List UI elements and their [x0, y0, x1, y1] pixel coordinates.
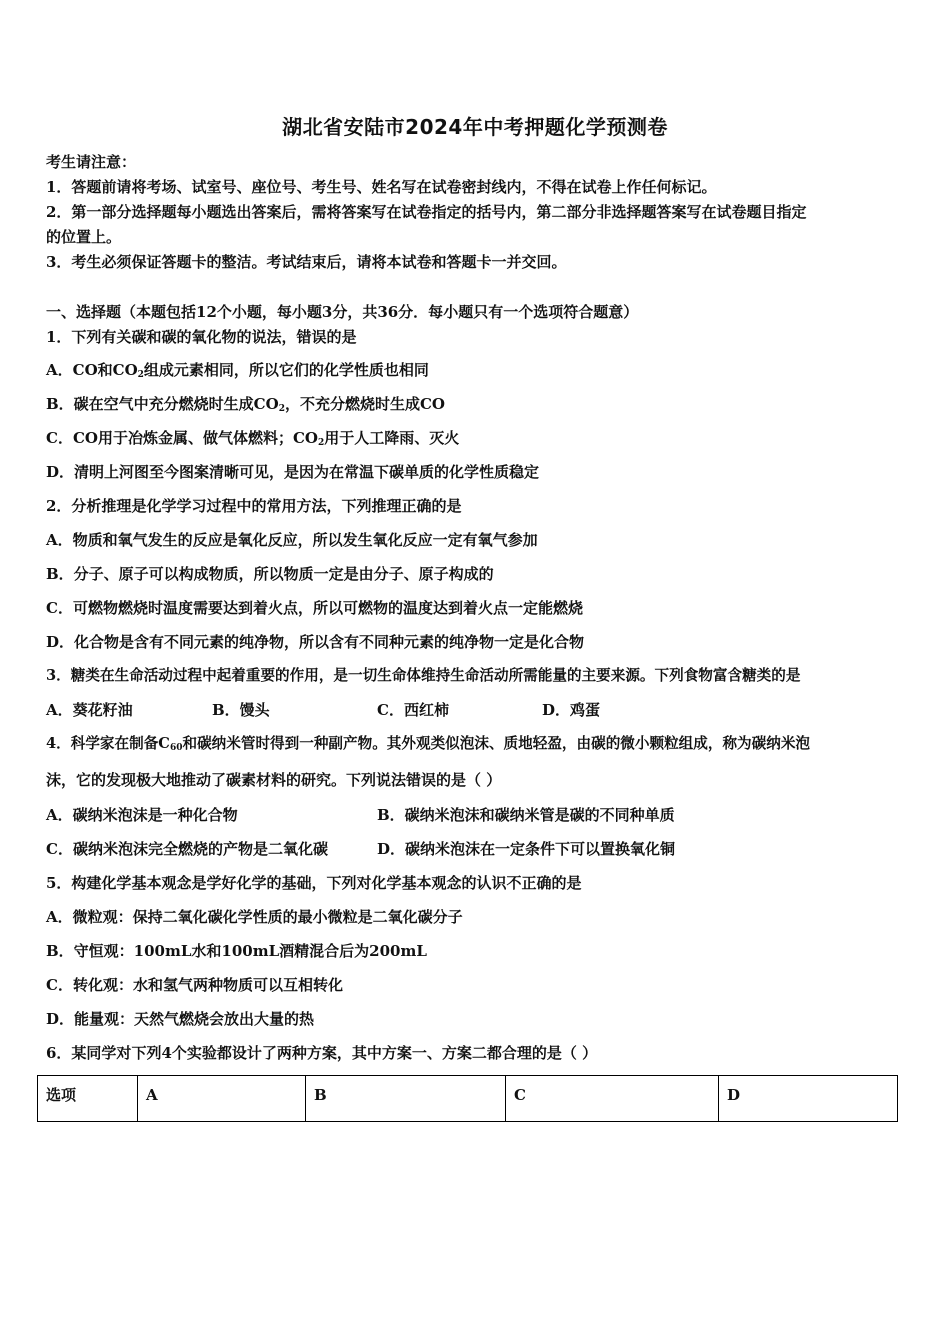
table-header-cell: A — [138, 1076, 306, 1122]
question-1-stem: 1．下列有关碳和碳的氧化物的说法，错误的是 — [46, 328, 357, 346]
question-6-table — [37, 1075, 898, 1122]
subscript: 2 — [137, 370, 144, 380]
table-header-cell: 选项 — [38, 1076, 138, 1122]
question-5-option-c: C．转化观：水和氢气两种物质可以互相转化 — [46, 976, 343, 994]
section-heading: 一、选择题（本题包括12个小题，每小题3分，共36分．每小题只有一个选项符合题意） — [46, 303, 639, 321]
table-header-cell: C — [506, 1076, 719, 1122]
text: 用于人工降雨、灭火 — [324, 429, 460, 447]
question-5-option-b: B．守恒观：100mL水和100mL酒精混合后为200mL — [46, 942, 427, 960]
question-2-option-b: B．分子、原子可以构成物质，所以物质一定是由分子、原子构成的 — [46, 565, 494, 583]
subscript: 60 — [169, 743, 183, 753]
question-4-stem — [46, 734, 810, 758]
subscript: 2 — [317, 438, 325, 448]
notice-item: 2．第一部分选择题每小题选出答案后，需将答案写在试卷指定的括号内，第二部分非选择题答案写在试卷题目指定 — [46, 203, 807, 221]
text: 组成元素相同，所以它们的化学性质也相同 — [143, 361, 429, 379]
question-1-option-a — [46, 360, 429, 385]
question-4-option-a: A．碳纳米泡沫是一种化合物 — [46, 806, 238, 824]
page-title: 湖北省安陆市2024年中考押题化学预测卷 — [282, 115, 668, 139]
question-3-option-d: D．鸡蛋 — [542, 701, 601, 719]
question-3-option-b: B．馒头 — [212, 701, 270, 719]
question-5-option-d: D．能量观：天然气燃烧会放出大量的热 — [46, 1010, 315, 1028]
notice-heading: 考生请注意： — [46, 153, 137, 171]
question-2-option-a: A．物质和氧气发生的反应是氧化反应，所以发生氧化反应一定有氧气参加 — [46, 531, 538, 549]
table-row — [38, 1076, 898, 1122]
text: ，不充分燃烧时生成CO — [284, 395, 445, 413]
question-2-option-d: D．化合物是含有不同元素的纯净物，所以含有不同种元素的纯净物一定是化合物 — [46, 633, 585, 651]
table-header-cell: D — [719, 1076, 898, 1122]
text: A．CO和CO — [46, 361, 138, 379]
text: B．碳在空气中充分燃烧时生成CO — [46, 395, 279, 413]
notice-item: 3．考生必须保证答题卡的整洁。考试结束后，请将本试卷和答题卡一并交回。 — [46, 253, 567, 271]
question-3-option-a: A．葵花籽油 — [46, 701, 133, 719]
question-4-option-c: C．碳纳米泡沫完全燃烧的产物是二氧化碳 — [46, 840, 328, 858]
text: 和碳纳米管时得到一种副产物。其外观类似泡沫、质地轻盈，由碳的微小颗粒组成，称为碳纳米泡 — [182, 735, 811, 752]
question-6-stem: 6．某同学对下列4个实验都设计了两种方案，其中方案一、方案二都合理的是（ ） — [46, 1044, 598, 1062]
text: C．CO用于冶炼金属、做气体燃料；CO — [46, 429, 318, 447]
notice-item: 的位置上。 — [46, 228, 122, 246]
question-4-stem-cont: 沫，它的发现极大地推动了碳素材料的研究。下列说法错误的是（ ） — [46, 771, 502, 789]
subscript: 2 — [278, 404, 285, 414]
question-1-option-d: D．清明上河图至今图案清晰可见，是因为在常温下碳单质的化学性质稳定 — [46, 463, 540, 481]
question-1-option-b — [46, 394, 445, 419]
table-header-cell: B — [306, 1076, 506, 1122]
text: 4．科学家在制备C — [46, 735, 170, 752]
question-4-option-d: D．碳纳米泡沫在一定条件下可以置换氧化铜 — [377, 840, 676, 858]
question-3-option-c: C．西红柿 — [377, 701, 449, 719]
question-2-stem: 2．分析推理是化学学习过程中的常用方法，下列推理正确的是 — [46, 497, 462, 515]
question-1-option-c — [46, 428, 459, 453]
question-4-option-b: B．碳纳米泡沫和碳纳米管是碳的不同种单质 — [377, 806, 675, 824]
notice-item: 1．答题前请将考场、试室号、座位号、考生号、姓名写在试卷密封线内，不得在试卷上作任何标记。 — [46, 178, 717, 196]
question-5-option-a: A．微粒观：保持二氧化碳化学性质的最小微粒是二氧化碳分子 — [46, 908, 463, 926]
question-3-stem: 3．糖类在生命活动过程中起着重要的作用，是一切生命体维持生命活动所需能量的主要来源。下列食物富含糖类的是 — [46, 667, 801, 684]
question-2-option-c: C．可燃物燃烧时温度需要达到着火点，所以可燃物的温度达到着火点一定能燃烧 — [46, 599, 583, 617]
question-5-stem: 5．构建化学基本观念是学好化学的基础，下列对化学基本观念的认识不正确的是 — [46, 874, 582, 892]
